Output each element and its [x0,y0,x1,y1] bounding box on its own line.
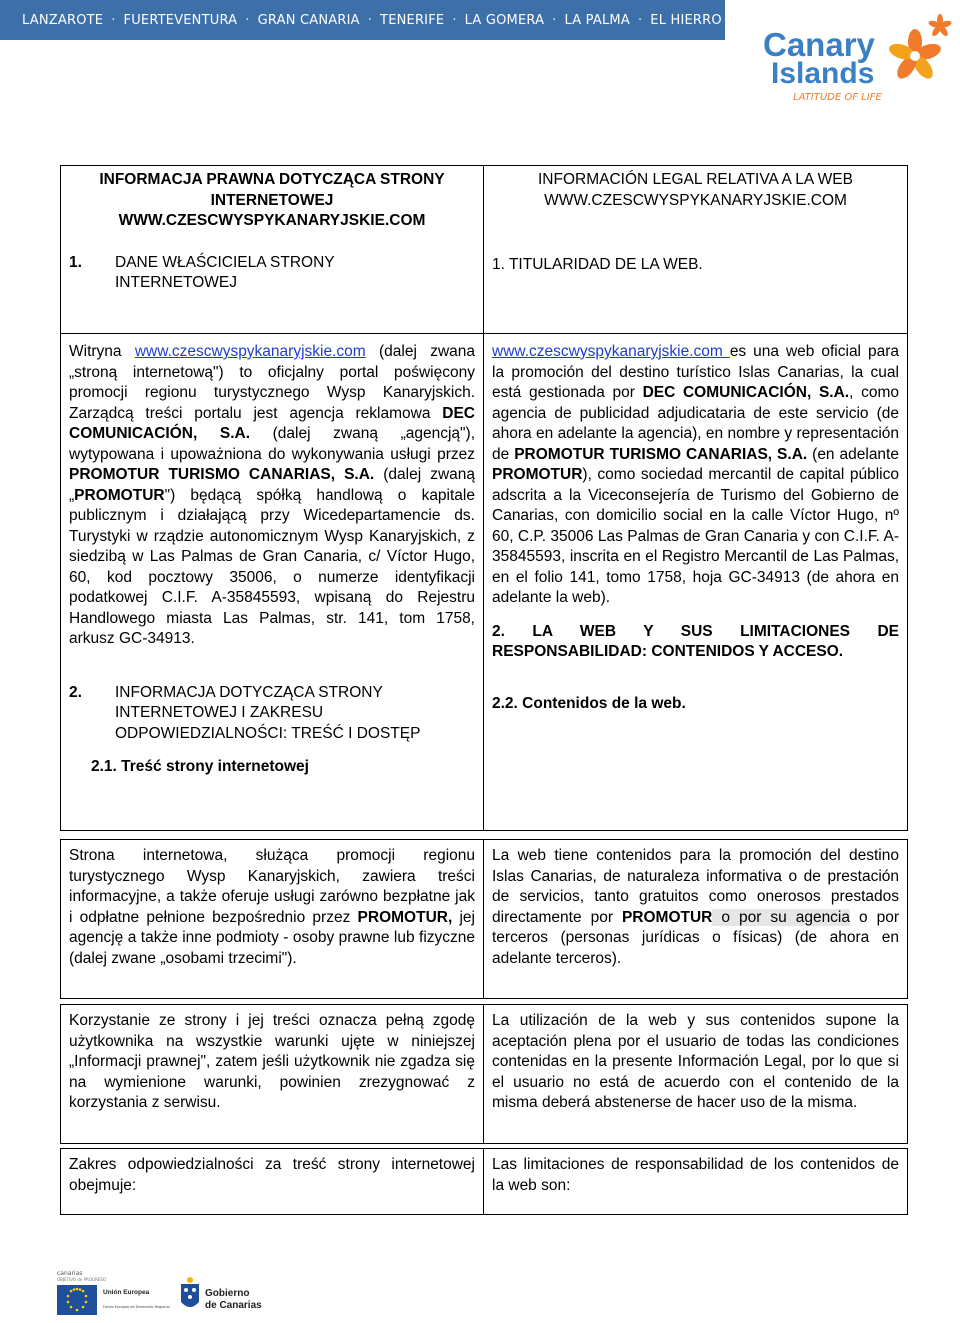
small-flower-icon [928,14,953,37]
usage-left-cell [61,1005,484,1143]
owner-paragraph-pl: Witryna www.czescwyspykanaryjskie.com (dalej zwana „stroną internetową") to oficjalny portal poświęcony promocji regionu turystycznego Wysp Kanaryjskich. Zarządcą treści portalu jest agencja reklamowa DEC COMUNICACIÓN, S.A. (dalej zwaną „agencją"), wytypowana i upoważniona do wykonywania usługi przez PROMOTUR TURISMO CANARIAS, S.A. (dalej zwaną „PROMOTUR") będącą spółką handlową o kapitale publicznym i działającą przy Wicedepartamencie ds. Turystyki w rządzie autonomicznym Wysp Kanaryjskich, z siedzibą w Las Palmas de Gran Canaria, c/ Víctor Hugo, 60, kod pocztowy 35006, o numerze identyfikacji podatkowej C.I.F. A-35845593, wpisaną do Rejestru Handlowego miasta Las Palmas, str. 141, tom 1758, arkusz GC-34913. [69,343,476,647]
islands-nav-bar [0,0,725,40]
nav-separator: · [552,12,557,28]
flower-icon [887,29,943,82]
nav-separator: · [367,12,373,28]
nav-item-fuerteventura[interactable]: FUERTEVENTURA [123,12,238,28]
gobierno-de-canarias-logo [177,1276,272,1318]
scope-right-cell [484,1149,907,1214]
logo-line1: Canary [763,26,875,63]
section-2-heading-es: 2. LA WEB Y SUS LIMITACIONES DE RESPONSABILIDAD: CONTENIDOS Y ACCESO. [492,622,899,660]
content-left-cell [61,840,484,998]
header-title-pl: INFORMACJA PRAWNA DOTYCZĄCA STRONY INTERNETOWEJ WWW.CZESCWYSPYKANARYJSKIE.COM [99,171,445,229]
section-2-heading-pl: 2. INFORMACJA DOTYCZĄCA STRONY INTERNETOWEJ I ZAKRESU ODPOWIEDZIALNOŚCI: TREŚĆ I DOSTĘP [69,683,421,742]
content-paragraph-pl: Strona internetowa, służąca promocji regionu turystycznego Wysp Kanaryjskich, zawiera treści informacyjne, a także oferuje usługi zarówno bezpłatne jak i odpłatne pełnione bezpośrednio przez PROMOTUR, jej agencję a także inne podmioty - osoby prawne lub fizyczne (dalej zwane „osobami trzecimi"). [69,847,475,967]
owner-left-cell [61,334,484,830]
section-1-heading-es: 1. TITULARIDAD DE LA WEB. [492,256,703,273]
coat-of-arms-icon [181,1277,199,1307]
nav-separator: · [111,12,116,28]
svg-text:de Canarias: de Canarias [205,1300,262,1311]
header-title-es: INFORMACIÓN LEGAL RELATIVA A LA WEB WWW.CZESCWYSPYKANARYJSKIE.COM [538,171,853,209]
usage-right-cell [484,1005,907,1143]
nav-separator: · [452,12,457,28]
owner-table [60,334,908,831]
owner-right-cell [484,334,907,830]
canary-islands-logo[interactable] [735,4,960,116]
content-right-cell [484,840,907,998]
logo-tagline: LATITUDE OF LIFE [793,92,882,103]
usage-table [60,1004,908,1144]
svg-text:OBJETIVO de PROGRESO: OBJETIVO de PROGRESO [57,1277,107,1282]
nav-separator: · [637,12,643,28]
nav-item-tenerife[interactable]: TENERIFE [380,12,445,28]
gobierno-logo-graphic [177,1276,272,1318]
scope-table [60,1148,908,1215]
eu-logo-graphic [55,1268,170,1318]
nav-item-lanzarote[interactable]: LANZAROTE [22,12,104,28]
scope-left-cell [61,1149,484,1214]
site-link[interactable]: www.czescwyspykanaryjskie.com [492,343,730,360]
nav-item-el-hierro[interactable]: EL HIERRO [650,12,722,28]
usage-paragraph-es: La utilización de la web y sus contenidos supone la aceptación plena por el usuario de todas las condiciones contenidas en la presente Información Legal, por lo que si el usuario no está de acuerdo con el contenido de la misma deberá abstenerse de hacer uso de la misma. [492,1012,899,1111]
section-2-2-heading-es: 2.2. Contenidos de la web. [492,694,686,712]
owner-paragraph-es: www.czescwyspykanaryjskie.com es una web oficial para la promoción del destino turístico Islas Canarias, la cual está gestionada por DEC COMUNICACIÓN, S.A., como agencia de publicidad adjudicataria de este servicio (de ahora en adelante la agencia), en nombre y representación de PROMOTUR TURISMO CANARIAS, S.A. (en adelante PROMOTUR), como sociedad mercantil de capital público adscrita a la Viceconsejería de Turismo del Gobierno de Canarias, con domicilio social en la calle Víctor Hugo, nº 60, C.P. 35006 Las Palmas de Gran Canaria y con C.I.F. A-35845593, inscrita en el Registro Mercantil de Las Palmas, en el folio 141, tomo 1758, hoja GC-34913 (de ahora en adelante la web). [492,343,899,606]
canary-islands-logo-graphic [735,4,960,116]
nav-separator: · [245,12,250,28]
nav-item-gran-canaria[interactable]: GRAN CANARIA [257,12,360,28]
header-right-cell [484,166,907,333]
section-1-heading-pl: 1. DANE WŁAŚCICIELA STRONY INTERNETOWEJ [69,253,335,291]
logo-line2: Islands [771,57,875,90]
section-2-1-heading-pl: 2.1. Treść strony internetowej [91,758,309,775]
header-left-cell [61,166,484,333]
usage-paragraph-pl: Korzystanie ze strony i jej treści oznacza pełną zgodę użytkownika na wszystkie warunki ujęte w niniejszej „Informacji prawnej", zatem jeśli użytkownik nie zgadza się na wymienione warunki, powinien zrezygnować z korzystania z serwisu. [69,1012,475,1111]
scope-paragraph-es: Las limitaciones de responsabilidad de los contenidos de la web son: [492,1156,899,1194]
header-table [60,165,908,334]
svg-text:canarias: canarias [57,1270,83,1277]
eu-funding-logo [55,1268,170,1318]
svg-text:Gobierno: Gobierno [205,1288,250,1299]
content-table [60,839,908,999]
islands-nav-list [0,0,725,40]
nav-item-la-gomera[interactable]: LA GOMERA [464,12,545,28]
nav-item-la-palma[interactable]: LA PALMA [564,12,630,28]
svg-text:Unión Europea: Unión Europea [103,1289,150,1296]
content-paragraph-es: La web tiene contenidos para la promoción del destino Islas Canarias, de naturaleza informativa o de prestación de servicios, tanto gratuitos como onerosos prestados directamente por PROMOTUR o por su agencia o por terceros (personas jurídicas o físicas) (de ahora en adelante terceros). [492,847,899,967]
scope-paragraph-pl: Zakres odpowiedzialności za treść strony internetowej obejmuje: [69,1156,475,1194]
svg-text:Fondo Europeo de Desarrollo Re: Fondo Europeo de Desarrollo Regional [103,1305,170,1309]
site-link[interactable]: www.czescwyspykanaryjskie.com [134,343,366,360]
